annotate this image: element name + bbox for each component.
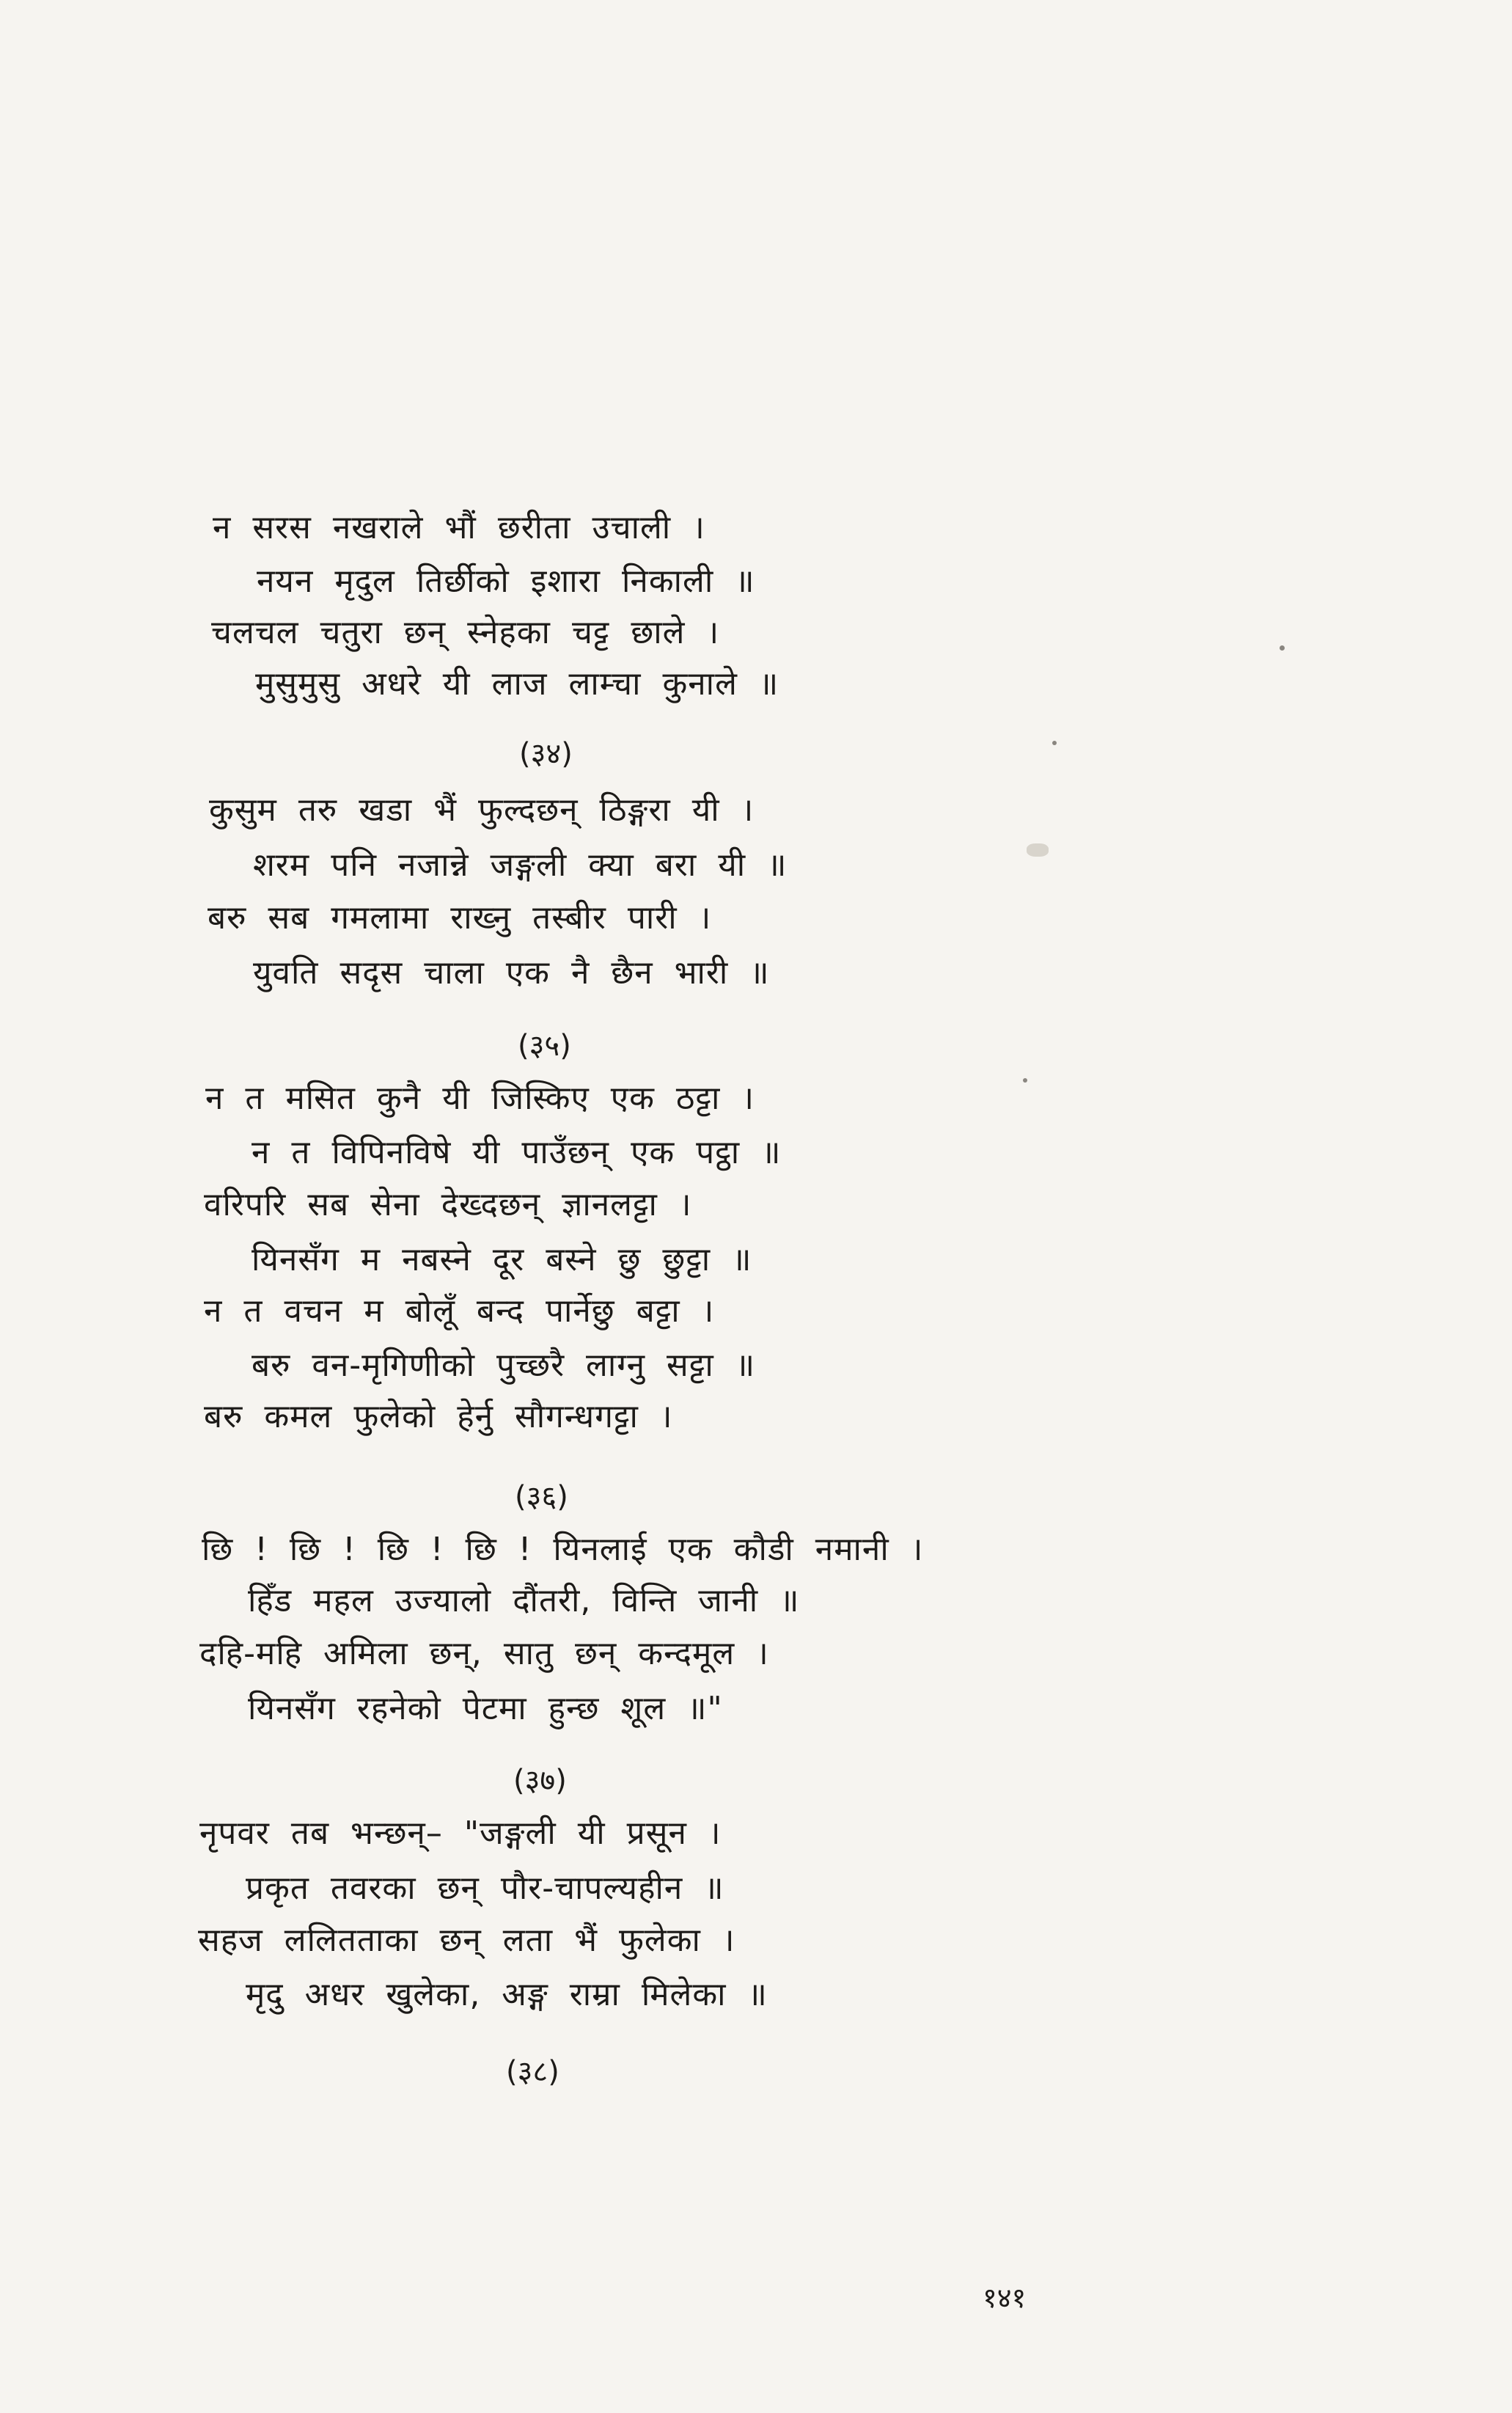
- verse-line: मुसुमुसु अधरे यी लाज लाम्चा कुनाले ॥: [255, 665, 779, 703]
- verse-line: मृदु अधर खुलेका, अङ्ग राम्रा मिलेका ॥: [246, 1976, 768, 2013]
- stanza-number: (३५): [518, 1029, 571, 1063]
- verse-line: न त मसित कुनै यी जिस्किए एक ठट्टा ।: [205, 1080, 755, 1117]
- scan-speck: [1023, 1078, 1027, 1083]
- verse-line: युवति सदृस चाला एक नै छैन भारी ॥: [253, 954, 770, 992]
- verse-line: दहि-महि अमिला छन्, सातु छन् कन्दमूल ।: [199, 1635, 769, 1672]
- verse-line: प्रकृत तवरका छन् पौर-चापल्यहीन ॥: [246, 1870, 724, 1907]
- verse-line: शरम पनि नजान्ने जङ्गली क्या बरा यी ॥: [253, 846, 788, 884]
- verse-line: नयन मृदुल तिर्छीको इशारा निकाली ॥: [257, 563, 755, 600]
- scan-speck: [1280, 645, 1285, 651]
- verse-line: चलचल चतुरा छन् स्नेहका चट्ट छाले ।: [211, 614, 720, 651]
- scan-smudge: [1027, 843, 1049, 857]
- verse-line: न त वचन म बोलूँ बन्द पार्नेछु बट्टा ।: [204, 1292, 715, 1330]
- verse-line: न त विपिनविषे यी पाउँछन् एक पट्ठा ॥: [252, 1134, 782, 1171]
- stanza-number: (३८): [506, 2055, 559, 2089]
- stanza-number: (३४): [519, 737, 573, 771]
- verse-line: छि ! छि ! छि ! छि ! यिनलाई एक कौडी नमानी ।: [202, 1531, 924, 1568]
- stanza-number: (३६): [515, 1480, 568, 1514]
- verse-line: बरु सब गमलामा राख्नु तस्बीर पारी ।: [208, 899, 712, 937]
- verse-line: यिनसँग रहनेको पेटमा हुन्छ शूल ॥": [248, 1690, 723, 1727]
- verse-line: नृपवर तब भन्छन्– "जङ्गली यी प्रसून ।: [199, 1815, 722, 1852]
- page-number: १४१: [983, 2282, 1027, 2314]
- verse-line: यिनसँग म नबस्ने दूर बस्ने छु छुट्टा ॥: [252, 1241, 752, 1278]
- verse-line: कुसुम तरु खडा भैं फुल्दछन् ठिङ्गरा यी ।: [209, 791, 755, 829]
- verse-line: हिँड महल उज्यालो दौंतरी, विन्ति जानी ॥: [248, 1582, 800, 1619]
- verse-line: न सरस नखराले भौं छरीता उचाली ।: [213, 509, 705, 546]
- verse-line: बरु वन-मृगिणीको पुच्छरै लाग्नु सट्टा ॥: [252, 1347, 756, 1384]
- scan-speck: [1052, 741, 1057, 745]
- verse-line: सहज ललितताका छन् लता भैं फुलेका ।: [198, 1922, 735, 1959]
- stanza-number: (३७): [513, 1764, 567, 1798]
- verse-line: बरु कमल फुलेको हेर्नु सौगन्धगट्टा ।: [204, 1398, 673, 1435]
- verse-line: वरिपरि सब सेना देख्दछन् ज्ञानलट्टा ।: [204, 1186, 692, 1223]
